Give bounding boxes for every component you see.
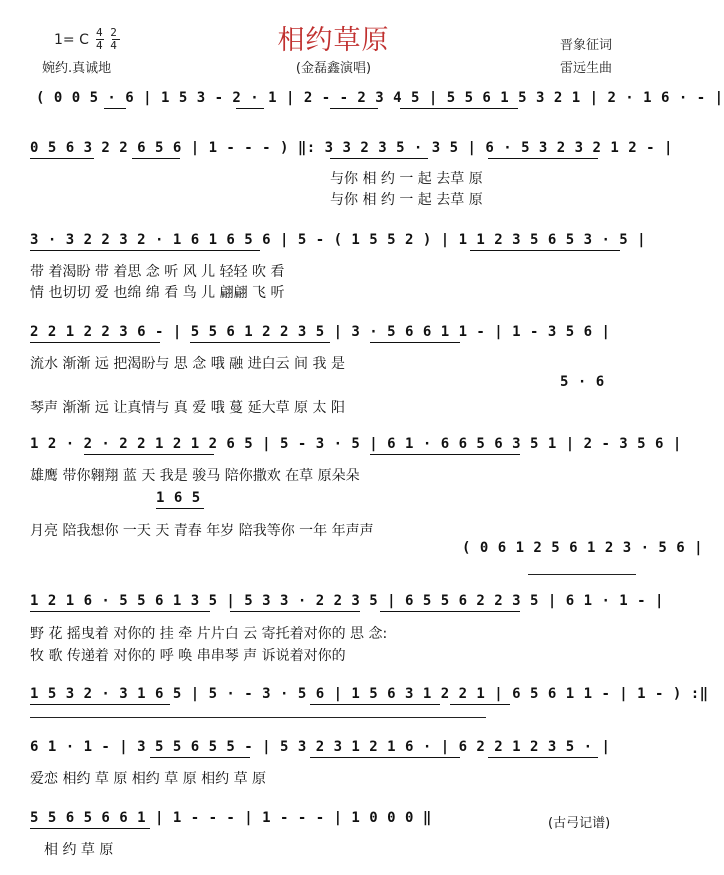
- beam: [310, 704, 440, 705]
- score-row-1-notes: ( 0 0 5 · 6 | 1 5 3 - 2 · 1 | 2 - - 2 3 4 5 | 5 5 6 1 5 3 2 1 | 2 · 1 6 · - |: [36, 90, 724, 106]
- style-note: 婉约.真诚地: [42, 61, 112, 76]
- score-row-7-notes: 1 5 3 2 · 3 1 6 5 | 5 · - 3 · 5 6 | 1 5 6 3 1 2 2 1 | 6 5 6 1 1 - | 1 - ) :‖: [30, 686, 709, 702]
- beam: [450, 704, 510, 705]
- beam: [190, 342, 330, 343]
- score-row-9-notes: 5 5 6 5 6 6 1 | 1 - - - | 1 - - - | 1 0 0 0 ‖: [30, 810, 432, 826]
- time-signature-top: 4 2: [96, 26, 118, 39]
- beam: [30, 704, 170, 705]
- beam: [488, 158, 598, 159]
- beam: [150, 757, 250, 758]
- score-row-3-lyric-2: 情 也切切 爱 也绵 绵 看 鸟 儿 翩翩 飞 听: [30, 285, 285, 301]
- score-row-2-lyric-2: 与你 相 约 一 起 去草 原: [330, 192, 483, 208]
- score-row-6-notes: 1 2 1 6 · 5 5 6 1 3 5 | 5 3 3 · 2 2 3 5 | 6 5 5 6 2 2 3 5 | 6 1 · 1 - |: [30, 593, 664, 609]
- beam: [380, 611, 520, 612]
- composer: 雷远生曲: [560, 61, 613, 76]
- volta-1-line: [528, 574, 636, 575]
- score-row-4-lyric-2: 琴声 渐渐 远 让真情与 真 爱 哦 蔓 延大草 原 太 阳: [30, 400, 345, 416]
- beam: [156, 508, 204, 509]
- beam: [470, 250, 620, 251]
- key-signature: 1= C: [54, 32, 89, 48]
- beam: [370, 454, 520, 455]
- beam: [310, 757, 460, 758]
- score-row-2-lyric-1: 与你 相 约 一 起 去草 原: [330, 171, 483, 187]
- song-subtitle: (金磊鑫演唱): [295, 61, 372, 76]
- score-row-5-extra-notes: 1 6 5: [156, 490, 201, 506]
- interlude-notes: ( 0 6 1 2 5 6 1 2 3 · 5 6 |: [462, 540, 704, 556]
- beam: [400, 108, 518, 109]
- beam: [30, 828, 150, 829]
- beam: [30, 611, 210, 612]
- score-row-4-lyric-1: 流水 渐渐 远 把渴盼与 思 念 哦 融 进白云 间 我 是: [30, 356, 345, 372]
- beam: [330, 108, 378, 109]
- score-row-4-extra-notes: 5 · 6: [560, 374, 605, 390]
- time-sig-bar-1: [96, 39, 104, 40]
- score-row-8-notes: 6 1 · 1 - | 3 5 5 6 5 5 - | 5 3 2 3 1 2 1 6 · | 6 2 2 1 2 3 5 · |: [30, 739, 611, 755]
- beam: [30, 250, 260, 251]
- song-title: 相约草原: [277, 25, 390, 56]
- score-row-3-lyric-1: 带 着渴盼 带 着思 念 听 风 儿 轻轻 吹 看: [30, 264, 285, 280]
- score-row-8-lyric-1: 爱恋 相约 草 原 相约 草 原 相约 草 原: [30, 771, 267, 787]
- beam: [30, 158, 94, 159]
- beam: [104, 108, 126, 109]
- beam: [30, 342, 160, 343]
- score-row-6-lyric-2: 牧 歌 传递着 对你的 呼 唤 串串琴 声 诉说着对你的: [30, 648, 346, 664]
- time-signature-bottom: 4 4: [96, 39, 118, 52]
- lyricist: 晋象征词: [560, 38, 613, 53]
- transcriber-credit: (古弓记谱): [548, 816, 611, 831]
- score-row-5-lyric-1: 雄鹰 带你翱翔 蓝 天 我是 骏马 陪你撒欢 在草 原朵朵: [30, 468, 360, 484]
- beam: [230, 611, 360, 612]
- time-sig-bar-2: [112, 39, 120, 40]
- beam: [370, 342, 460, 343]
- score-row-3-notes: 3 · 3 2 2 3 2 · 1 6 1 6 5 6 | 5 - ( 1 5 5 2 ) | 1 1 2 3 5 6 5 3 · 5 |: [30, 232, 647, 248]
- beam: [132, 158, 180, 159]
- score-row-9-lyric-1: 相 约 草 原: [44, 842, 114, 858]
- score-row-5-notes: 1 2 · 2 · 2 2 1 2 1 2 6 5 | 5 - 3 · 5 | 6 1 · 6 6 5 6 3 5 1 | 2 - 3 5 6 |: [30, 436, 682, 452]
- beam: [236, 108, 264, 109]
- beam: [488, 757, 598, 758]
- beam: [84, 454, 214, 455]
- score-row-6-lyric-1: 野 花 摇曳着 对你的 挂 牵 片片白 云 寄托着对你的 思 念:: [30, 626, 388, 642]
- score-row-4-notes: 2 2 1 2 2 3 6 - | 5 5 6 1 2 2 3 5 | 3 · 5 6 6 1 1 - | 1 - 3 5 6 |: [30, 324, 611, 340]
- beam: [330, 158, 428, 159]
- volta-2-line: [30, 717, 486, 718]
- score-row-5-lyric-2: 月亮 陪我想你 一天 天 青春 年岁 陪我等你 一年 年声声: [30, 523, 374, 539]
- score-row-2-notes: 0 5 6 3 2 2 6 5 6 | 1 - - - ) ‖: 3 3 2 3 5 · 3 5 | 6 · 5 3 2 3 2 1 2 - |: [30, 140, 673, 156]
